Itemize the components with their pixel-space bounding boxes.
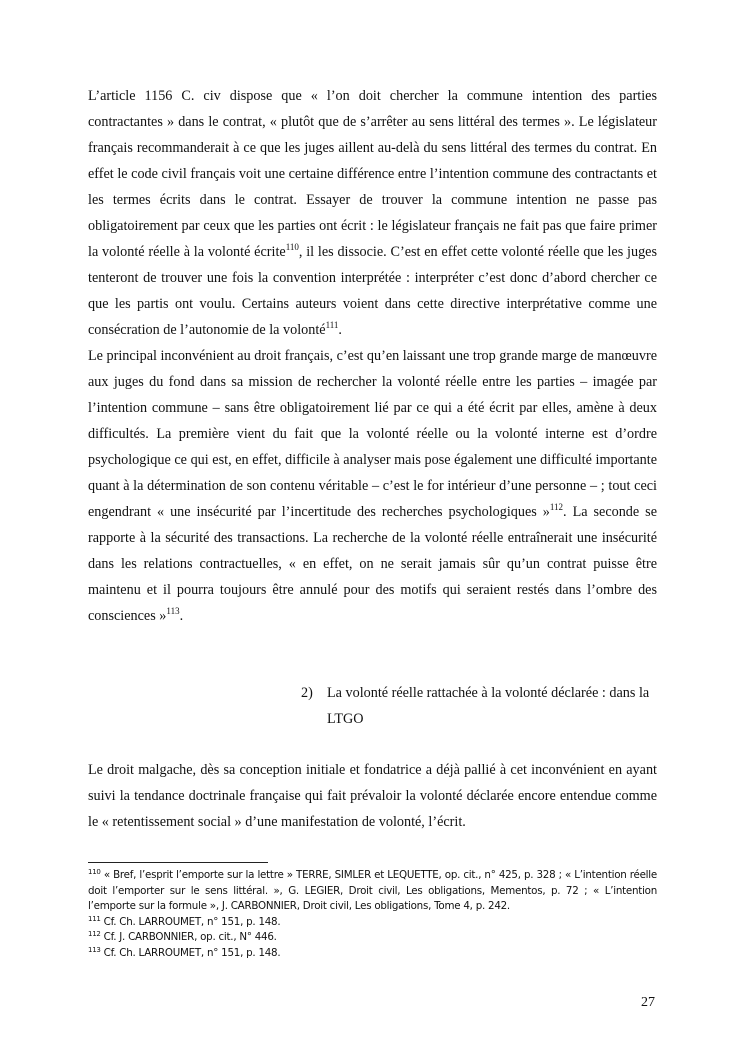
footnote-ref-112[interactable]: 112 <box>549 502 564 512</box>
footnote-ref-113[interactable]: 113 <box>166 606 180 616</box>
footnote-ref-110[interactable]: 110 <box>285 242 299 252</box>
paragraph-article-1156: L’article 1156 C. civ dispose que « l’on doit chercher la commune intention des parties contractantes » dans le contrat, « plutôt que de s’arrêter au sens littéral des termes ». Le législateur français recommanderait à ce que les juges aillent au-delà du sens littéral des termes du contrat. En effet le code civil français voit une certaine différence entre l’intention commune des contractants et les termes écrits dans le contrat. Essayer de trouver la commune intention ne passe pas obligatoirement par ceux que les parties ont écrit : le législateur français ne fait pas que faire primer la volonté réelle à la volonté écrite$^{110}$, il les dissocie. C’est en effet cette volonté réelle que les juges tenteront de trouver une fois la convention interprétée : interpréter c’est donc d’abord chercher ce que les partis ont voulu. Certains auteurs voient dans cette directive interprétative comme une consécration de l’autonomie de la volonté$^{111}$. <box>88 88 657 338</box>
paragraph-inconvenient: Le principal inconvénient au droit français, c’est qu’en laissant une trop grande marge de manœuvre aux juges du fond dans sa mission de rechercher la volonté réelle entre les parties – imagée par l’intention commune – sans être obligatoirement lié par ce qui a été écrit par elles, amène à deux difficultés. La première vient du fait que la volonté réelle ou la volonté interne est d’ordre psychologique ce qui est, en effet, difficile à analyser mais pose également une difficulté importante quant à la détermination de son contenu véritable – c’est le for intérieur d’une personne – ; tout ceci engendrant « une insécurité par l’incertitude des recherches psychologiques »$^{112}$. La seconde se rapporte à la sécurité des transactions. La recherche de la volonté réelle entraînerait une insécurité dans les relations contractuelles, « en effet, on ne serait jamais sûr qu’un contrat puisse être maintenu et il pourra toujours être annulé pour des motifs qui seraient restés dans l’ombre des consciences »$^{113}$. <box>88 348 657 624</box>
footnote-ref-111[interactable]: 111 <box>325 320 339 330</box>
footnote-111: $^{111}$ Cf. Ch. LARROUMET, n° 151, p. 148. <box>88 914 281 928</box>
page-body <box>88 83 657 835</box>
footnotes <box>88 868 657 962</box>
page-number: 27 <box>641 995 655 1010</box>
footnote-separator <box>88 862 268 863</box>
heading-line-2: LTGO <box>327 711 364 727</box>
footnote-113: $^{113}$ Cf. Ch. LARROUMET, n° 151, p. 148. <box>88 945 281 959</box>
footnote-112: $^{112}$ Cf. J. CARBONNIER, op. cit., N° 446. <box>88 930 277 944</box>
paragraph-droit-malgache: Le droit malgache, dès sa conception initiale et fondatrice a déjà pallié à cet inconvénient en ayant suivi la tendance doctrinale française qui fait prévaloir la volonté déclarée encore entendue comme le « retentissement social » d’une manifestation de volonté, l’écrit. <box>88 762 657 830</box>
heading-number: 2) <box>301 685 313 701</box>
section-heading <box>301 680 657 732</box>
heading-line-1: La volonté réelle rattachée à la volonté déclarée : dans la <box>327 685 650 701</box>
footnote-110: $^{110}$ « Bref, l’esprit l’emporte sur la lettre » TERRE, SIMLER et LEQUETTE, op. cit., n° 425, p. 328 ; « L’intention réelle doit l’emporter sur le sens littéral. », G. LEGIER, Droit civil, Les obligations, Mementos, p. 72 ; « L’intention l’emporte sur la formule », J. CARBONNIER, Droit civil, Les obligations, Tome 4, p. 242. <box>88 868 657 913</box>
